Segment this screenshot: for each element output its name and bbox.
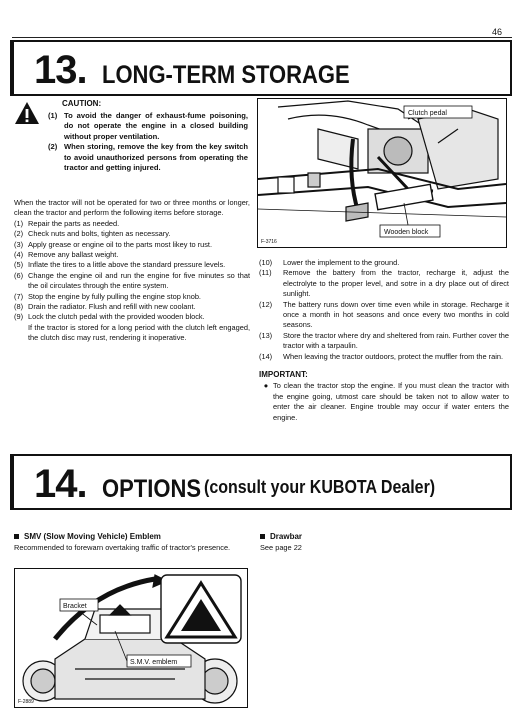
caution-item (48, 142, 248, 174)
storage-item-text: Lower the implement to the ground. (283, 258, 400, 267)
storage-item (259, 258, 509, 268)
storage-item-text: Repair the parts as needed. (28, 218, 120, 228)
storage-item (14, 302, 250, 312)
header-rule (12, 37, 512, 38)
clutch-rust-note: If the tractor is stored for a long period with the clutch left engaged, the clutch disc may rust, rendering it inoperative. (28, 322, 250, 343)
important-heading: IMPORTANT: (259, 370, 308, 380)
storage-item-number: (9) (14, 312, 24, 322)
storage-intro: When the tractor will not be operated for two or three months or longer, clean the tractor and perform the following items before storage. (14, 198, 250, 218)
storage-item-number: (6) (14, 270, 24, 280)
drawbar-reference: See page 22 (260, 543, 302, 552)
section-13-title-box (10, 40, 512, 96)
storage-item-text: Store the tractor where dry and sheltered from rain. Further cover the tractor with a tarpaulin. (283, 330, 509, 351)
wooden-block-label: Wooden block (384, 229, 429, 236)
storage-left-column (14, 198, 250, 344)
storage-item (14, 312, 250, 322)
storage-item-text: Lock the clutch pedal with the provided wooden block. (28, 312, 205, 322)
smv-description: Recommended to forewarn overtaking traffic of tractor's presence. (14, 543, 231, 552)
storage-item-text: Change the engine oil and run the engine for five minutes so that the oil circulates through the entire system. (28, 270, 250, 291)
caution-item-number: (2) (48, 142, 58, 151)
caution-item (48, 111, 248, 143)
storage-item-number: (4) (14, 250, 24, 260)
storage-item-number: (1) (14, 218, 24, 228)
storage-item-text: When leaving the tractor outdoors, protect the muffler from the rain. (283, 351, 504, 361)
storage-item (14, 292, 250, 302)
section-14-title: OPTIONS (102, 474, 202, 503)
storage-item-text: Inflate the tires to a little above the standard pressure levels. (28, 260, 226, 270)
smv-emblem-label: S.M.V. emblem (130, 659, 178, 666)
storage-item-number: (7) (14, 291, 24, 301)
smv-heading-row (14, 532, 161, 541)
section-13-number: 13. (34, 48, 87, 92)
figure-code: F-2889 (18, 699, 34, 705)
figure-code: F-3716 (261, 239, 277, 245)
storage-item (259, 300, 509, 331)
storage-right-column (259, 258, 509, 423)
caution-heading: CAUTION: (62, 99, 102, 108)
storage-item-number: (11) (259, 268, 272, 278)
storage-item (14, 240, 250, 250)
storage-item-text: Remove any ballast weight. (28, 250, 119, 260)
square-bullet-icon (260, 534, 265, 539)
storage-item-number: (3) (14, 239, 24, 249)
storage-item-number: (14) (259, 351, 273, 361)
storage-item (14, 260, 250, 270)
storage-item-text: Remove the battery from the tractor, recharge it, adjust the electrolyte to the proper level, and sotre in a dry place out of direct sunlight. (283, 268, 509, 299)
section-13-title: LONG-TERM STORAGE (102, 60, 350, 89)
important-text: To clean the tractor stop the engine. If you must clean the tractor with the engine going, utmost care should be taken not to allow water to enter the air cleaner. Engine trouble may occur if water enters the engine. (273, 381, 509, 422)
storage-item-text: The battery runs down over time even while in storage. Recharge it once a month in hot seasons and once every two months in cold seasons. (283, 299, 509, 330)
storage-item-text: Apply grease or engine oil to the parts most likey to rust. (28, 239, 213, 249)
storage-item-number: (8) (14, 302, 24, 312)
caution-item-number: (1) (48, 110, 58, 120)
storage-item (259, 331, 509, 352)
storage-item-text: Stop the engine by fully pulling the engine stop knob. (28, 291, 201, 301)
storage-item-text: Drain the radiator. Flush and refill with new coolant. (28, 302, 196, 312)
storage-item-number: (5) (14, 260, 24, 270)
storage-item-number: (13) (259, 330, 273, 340)
storage-item (14, 229, 250, 239)
important-item (259, 381, 509, 423)
storage-item-number: (12) (259, 299, 273, 309)
storage-item (14, 219, 250, 229)
storage-item (14, 271, 250, 292)
drawbar-heading-row (260, 532, 302, 541)
storage-item-number: (2) (14, 229, 24, 239)
section-14-title-box (10, 454, 512, 510)
clutch-pedal-figure (257, 98, 507, 248)
section-14-subtitle: (consult your KUBOTA Dealer) (204, 478, 436, 498)
caution-item-text: When storing, remove the key from the key switch to avoid unauthorized persons from operating the tractor and getting injured. (64, 142, 248, 172)
smv-heading: SMV (Slow Moving Vehicle) Emblem (24, 532, 161, 541)
caution-item-text: To avoid the danger of exhaust-fume poisoning, do not operate the engine in a closed building without proper ventilation. (64, 110, 248, 141)
storage-item (14, 250, 250, 260)
storage-item-text: Check nuts and bolts, tighten as necessary. (28, 229, 171, 239)
drawbar-heading: Drawbar (270, 532, 303, 541)
square-bullet-icon (14, 534, 19, 539)
smv-emblem-figure (14, 568, 248, 708)
warning-triangle-icon (14, 101, 40, 130)
caution-block (48, 99, 248, 174)
bracket-label: Bracket (63, 603, 87, 610)
storage-item-number: (10) (259, 258, 273, 267)
bullet-icon: ● (263, 381, 269, 391)
clutch-pedal-label: Clutch pedal (408, 110, 447, 117)
storage-item (259, 352, 509, 362)
storage-item (259, 268, 509, 299)
section-14-number: 14. (34, 462, 87, 506)
page-number: 46 (491, 27, 502, 37)
